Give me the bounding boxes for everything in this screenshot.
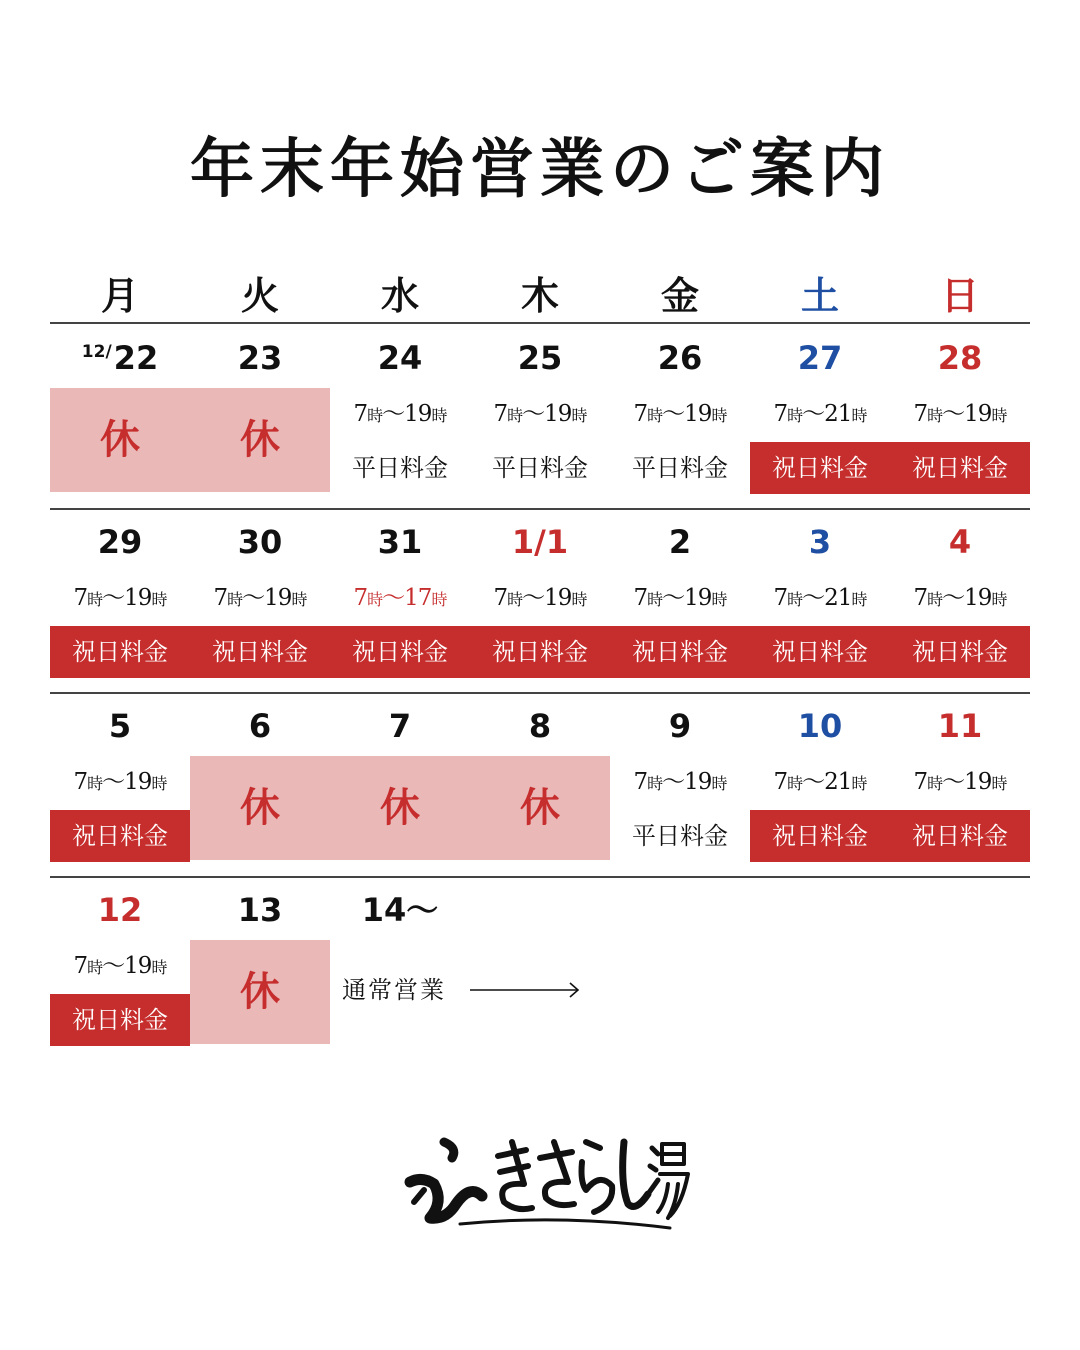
day-number xyxy=(750,520,890,564)
day-label: 3 xyxy=(808,523,832,561)
business-hours xyxy=(190,578,330,618)
hour-unit: 時 xyxy=(647,774,663,793)
day-number xyxy=(190,336,330,380)
business-hours xyxy=(330,578,470,618)
day-number xyxy=(190,888,330,932)
business-hours xyxy=(890,762,1030,802)
calendar-day xyxy=(470,510,610,694)
hour-unit: 時 xyxy=(991,406,1007,425)
range-tilde: ～ xyxy=(802,585,825,611)
hour-unit: 時 xyxy=(991,590,1007,609)
close-hour: 21 xyxy=(824,769,852,795)
hour-unit: 時 xyxy=(927,590,943,609)
range-tilde: ～ xyxy=(802,769,825,795)
hour-unit: 時 xyxy=(851,774,867,793)
calendar-day xyxy=(330,510,470,694)
calendar-day xyxy=(50,694,190,878)
hour-unit: 時 xyxy=(291,590,307,609)
range-tilde: ～ xyxy=(662,401,685,427)
hour-unit: 時 xyxy=(711,774,727,793)
day-number xyxy=(610,520,750,564)
rate-label: 平日料金 xyxy=(632,822,728,850)
day-label: 6 xyxy=(248,707,272,745)
day-label: 2 xyxy=(668,523,692,561)
rate-label: 祝日料金 xyxy=(750,626,890,678)
open-hour: 7 xyxy=(213,585,228,611)
rate-label: 平日料金 xyxy=(352,454,448,482)
hour-unit: 時 xyxy=(151,590,167,609)
day-number xyxy=(890,704,1030,748)
day-label: 8 xyxy=(528,707,552,745)
day-number xyxy=(330,336,470,380)
day-number xyxy=(750,704,890,748)
day-number xyxy=(190,520,330,564)
range-tilde: ～ xyxy=(382,401,405,427)
range-tilde: ～ xyxy=(242,585,265,611)
business-hours xyxy=(890,578,1030,618)
open-hour: 7 xyxy=(493,401,508,427)
close-hour: 19 xyxy=(264,585,292,611)
day-number xyxy=(470,704,610,748)
open-hour: 7 xyxy=(633,769,648,795)
close-hour: 21 xyxy=(824,401,852,427)
day-label: 14～ xyxy=(361,891,439,929)
open-hour: 7 xyxy=(493,585,508,611)
close-hour: 19 xyxy=(124,769,152,795)
weekday-label: 火 xyxy=(240,274,279,318)
business-hours xyxy=(470,394,610,434)
open-hour: 7 xyxy=(913,769,928,795)
calendar-day xyxy=(190,878,330,1062)
open-hour: 7 xyxy=(913,401,928,427)
rate-label: 祝日料金 xyxy=(50,626,190,678)
weekday-label: 木 xyxy=(520,274,559,318)
open-hour: 7 xyxy=(913,585,928,611)
weekday-label: 土 xyxy=(800,274,839,318)
day-label: 23 xyxy=(237,339,283,377)
hour-unit: 時 xyxy=(151,774,167,793)
rate-label: 祝日料金 xyxy=(610,626,750,678)
day-label: 26 xyxy=(657,339,703,377)
day-number xyxy=(190,704,330,748)
hour-unit: 時 xyxy=(227,590,243,609)
day-number xyxy=(610,336,750,380)
row-divider xyxy=(50,692,1030,694)
open-hour: 7 xyxy=(73,953,88,979)
day-label: 28 xyxy=(937,339,983,377)
hour-unit: 時 xyxy=(851,406,867,425)
day-label: 29 xyxy=(97,523,143,561)
hour-unit: 時 xyxy=(367,406,383,425)
hour-unit: 時 xyxy=(851,590,867,609)
range-tilde: ～ xyxy=(942,401,965,427)
logo-text: ふきさらし湯 xyxy=(400,1124,406,1125)
business-hours xyxy=(50,762,190,802)
page-title: 年末年始営業のご案内 xyxy=(190,133,890,207)
day-number xyxy=(50,520,190,564)
hour-unit: 時 xyxy=(787,774,803,793)
day-number xyxy=(50,704,190,748)
day-label: 12 xyxy=(97,891,143,929)
open-hour: 7 xyxy=(633,585,648,611)
open-hour: 7 xyxy=(773,401,788,427)
day-label: 25 xyxy=(517,339,563,377)
close-hour: 19 xyxy=(684,769,712,795)
business-hours xyxy=(610,394,750,434)
calendar-day xyxy=(610,326,750,510)
day-number xyxy=(330,888,470,932)
day-number xyxy=(50,888,190,932)
day-number xyxy=(330,520,470,564)
day-label: 13 xyxy=(237,891,283,929)
hour-unit: 時 xyxy=(647,590,663,609)
closed-label: 休 xyxy=(100,417,140,463)
open-hour: 7 xyxy=(353,585,368,611)
hour-unit: 時 xyxy=(571,406,587,425)
business-hours xyxy=(610,762,750,802)
hour-unit: 時 xyxy=(507,590,523,609)
close-hour: 19 xyxy=(964,769,992,795)
day-number xyxy=(50,336,190,380)
hour-unit: 時 xyxy=(711,406,727,425)
open-hour: 7 xyxy=(773,585,788,611)
close-hour: 19 xyxy=(544,585,572,611)
close-hour: 19 xyxy=(964,401,992,427)
business-hours xyxy=(50,578,190,618)
hour-unit: 時 xyxy=(87,958,103,977)
open-hour: 7 xyxy=(633,401,648,427)
calendar-day xyxy=(890,694,1030,878)
business-hours xyxy=(50,946,190,986)
rate-label: 祝日料金 xyxy=(890,810,1030,862)
range-tilde: ～ xyxy=(522,401,545,427)
hour-unit: 時 xyxy=(87,774,103,793)
right-arrow-icon xyxy=(468,978,582,1002)
rate-label: 平日料金 xyxy=(632,454,728,482)
calendar-day xyxy=(890,510,1030,694)
day-number xyxy=(750,336,890,380)
day-number xyxy=(470,336,610,380)
rate-label: 祝日料金 xyxy=(750,810,890,862)
day-label: 7 xyxy=(388,707,412,745)
calendar-day xyxy=(890,326,1030,510)
business-hours xyxy=(750,762,890,802)
rate-label: 祝日料金 xyxy=(470,626,610,678)
day-label: 5 xyxy=(108,707,132,745)
hour-unit: 時 xyxy=(647,406,663,425)
calendar-day xyxy=(50,878,190,1062)
rate-label: 祝日料金 xyxy=(190,626,330,678)
calendar-day xyxy=(470,694,610,878)
rate-label: 祝日料金 xyxy=(330,626,470,678)
day-label: 27 xyxy=(797,339,843,377)
hour-unit: 時 xyxy=(87,590,103,609)
range-tilde: ～ xyxy=(382,585,405,611)
day-label: 9 xyxy=(668,707,692,745)
closed-label: 休 xyxy=(380,785,420,831)
range-tilde: ～ xyxy=(522,585,545,611)
weekday-label: 水 xyxy=(380,274,419,318)
rate-label: 祝日料金 xyxy=(50,810,190,862)
calendar-day xyxy=(330,694,470,878)
close-hour: 19 xyxy=(684,401,712,427)
day-label: 1/1 xyxy=(511,523,569,561)
closed-label: 休 xyxy=(520,785,560,831)
business-hours xyxy=(750,394,890,434)
day-number xyxy=(890,520,1030,564)
weekday-header xyxy=(50,268,1030,324)
calendar-day xyxy=(190,510,330,694)
business-hours xyxy=(330,394,470,434)
closed-label: 休 xyxy=(240,417,280,463)
close-hour: 19 xyxy=(124,585,152,611)
weekday-label: 金 xyxy=(660,274,699,318)
day-label: 4 xyxy=(948,523,972,561)
business-hours xyxy=(610,578,750,618)
calendar-day xyxy=(50,510,190,694)
open-hour: 7 xyxy=(773,769,788,795)
day-label: 31 xyxy=(377,523,423,561)
day-label: 30 xyxy=(237,523,283,561)
open-hour: 7 xyxy=(353,401,368,427)
range-tilde: ～ xyxy=(102,953,125,979)
rate-label: 祝日料金 xyxy=(890,626,1030,678)
close-hour: 19 xyxy=(124,953,152,979)
hour-unit: 時 xyxy=(507,406,523,425)
calendar-day xyxy=(610,694,750,878)
day-number xyxy=(610,704,750,748)
rate-label: 祝日料金 xyxy=(750,442,890,494)
hour-unit: 時 xyxy=(711,590,727,609)
calendar-day xyxy=(190,694,330,878)
open-hour: 7 xyxy=(73,769,88,795)
close-hour: 21 xyxy=(824,585,852,611)
calendar-day xyxy=(330,326,470,510)
range-tilde: ～ xyxy=(102,769,125,795)
calendar-day xyxy=(50,326,190,510)
closed-label: 休 xyxy=(240,969,280,1015)
rate-label: 祝日料金 xyxy=(890,442,1030,494)
day-label: 22 xyxy=(113,339,159,377)
business-hours xyxy=(470,578,610,618)
open-hour: 7 xyxy=(73,585,88,611)
rate-label: 祝日料金 xyxy=(50,994,190,1046)
row-divider xyxy=(50,876,1030,878)
hour-unit: 時 xyxy=(991,774,1007,793)
hour-unit: 時 xyxy=(151,958,167,977)
day-label: 10 xyxy=(797,707,843,745)
business-hours xyxy=(890,394,1030,434)
calendar-day xyxy=(750,510,890,694)
calendar-day xyxy=(190,326,330,510)
hour-unit: 時 xyxy=(927,406,943,425)
hour-unit: 時 xyxy=(367,590,383,609)
calendar-day xyxy=(330,878,470,1062)
day-label: 11 xyxy=(937,707,983,745)
hour-unit: 時 xyxy=(431,590,447,609)
weekday-label: 日 xyxy=(940,274,979,318)
range-tilde: ～ xyxy=(942,769,965,795)
hour-unit: 時 xyxy=(787,406,803,425)
row-divider xyxy=(50,508,1030,510)
row-divider xyxy=(50,322,1030,324)
range-tilde: ～ xyxy=(802,401,825,427)
calendar-day xyxy=(750,694,890,878)
day-number xyxy=(890,336,1030,380)
range-tilde: ～ xyxy=(102,585,125,611)
hour-unit: 時 xyxy=(571,590,587,609)
day-label: 24 xyxy=(377,339,423,377)
close-hour: 19 xyxy=(684,585,712,611)
close-hour: 17 xyxy=(404,585,432,611)
hour-unit: 時 xyxy=(787,590,803,609)
close-hour: 19 xyxy=(964,585,992,611)
hour-unit: 時 xyxy=(431,406,447,425)
normal-hours-note: 通常営業 xyxy=(342,976,446,1004)
business-hours xyxy=(750,578,890,618)
close-hour: 19 xyxy=(404,401,432,427)
hour-unit: 時 xyxy=(927,774,943,793)
month-label: 12/ xyxy=(81,342,112,362)
rate-label: 平日料金 xyxy=(492,454,588,482)
range-tilde: ～ xyxy=(662,585,685,611)
calendar-day xyxy=(750,326,890,510)
closed-label: 休 xyxy=(240,785,280,831)
weekday-label: 月 xyxy=(100,274,139,318)
day-number xyxy=(470,520,610,564)
day-number xyxy=(330,704,470,748)
close-hour: 19 xyxy=(544,401,572,427)
calendar-day xyxy=(470,326,610,510)
range-tilde: ～ xyxy=(942,585,965,611)
fukisarashiyu-logo xyxy=(400,1124,690,1234)
calendar-day xyxy=(610,510,750,694)
range-tilde: ～ xyxy=(662,769,685,795)
